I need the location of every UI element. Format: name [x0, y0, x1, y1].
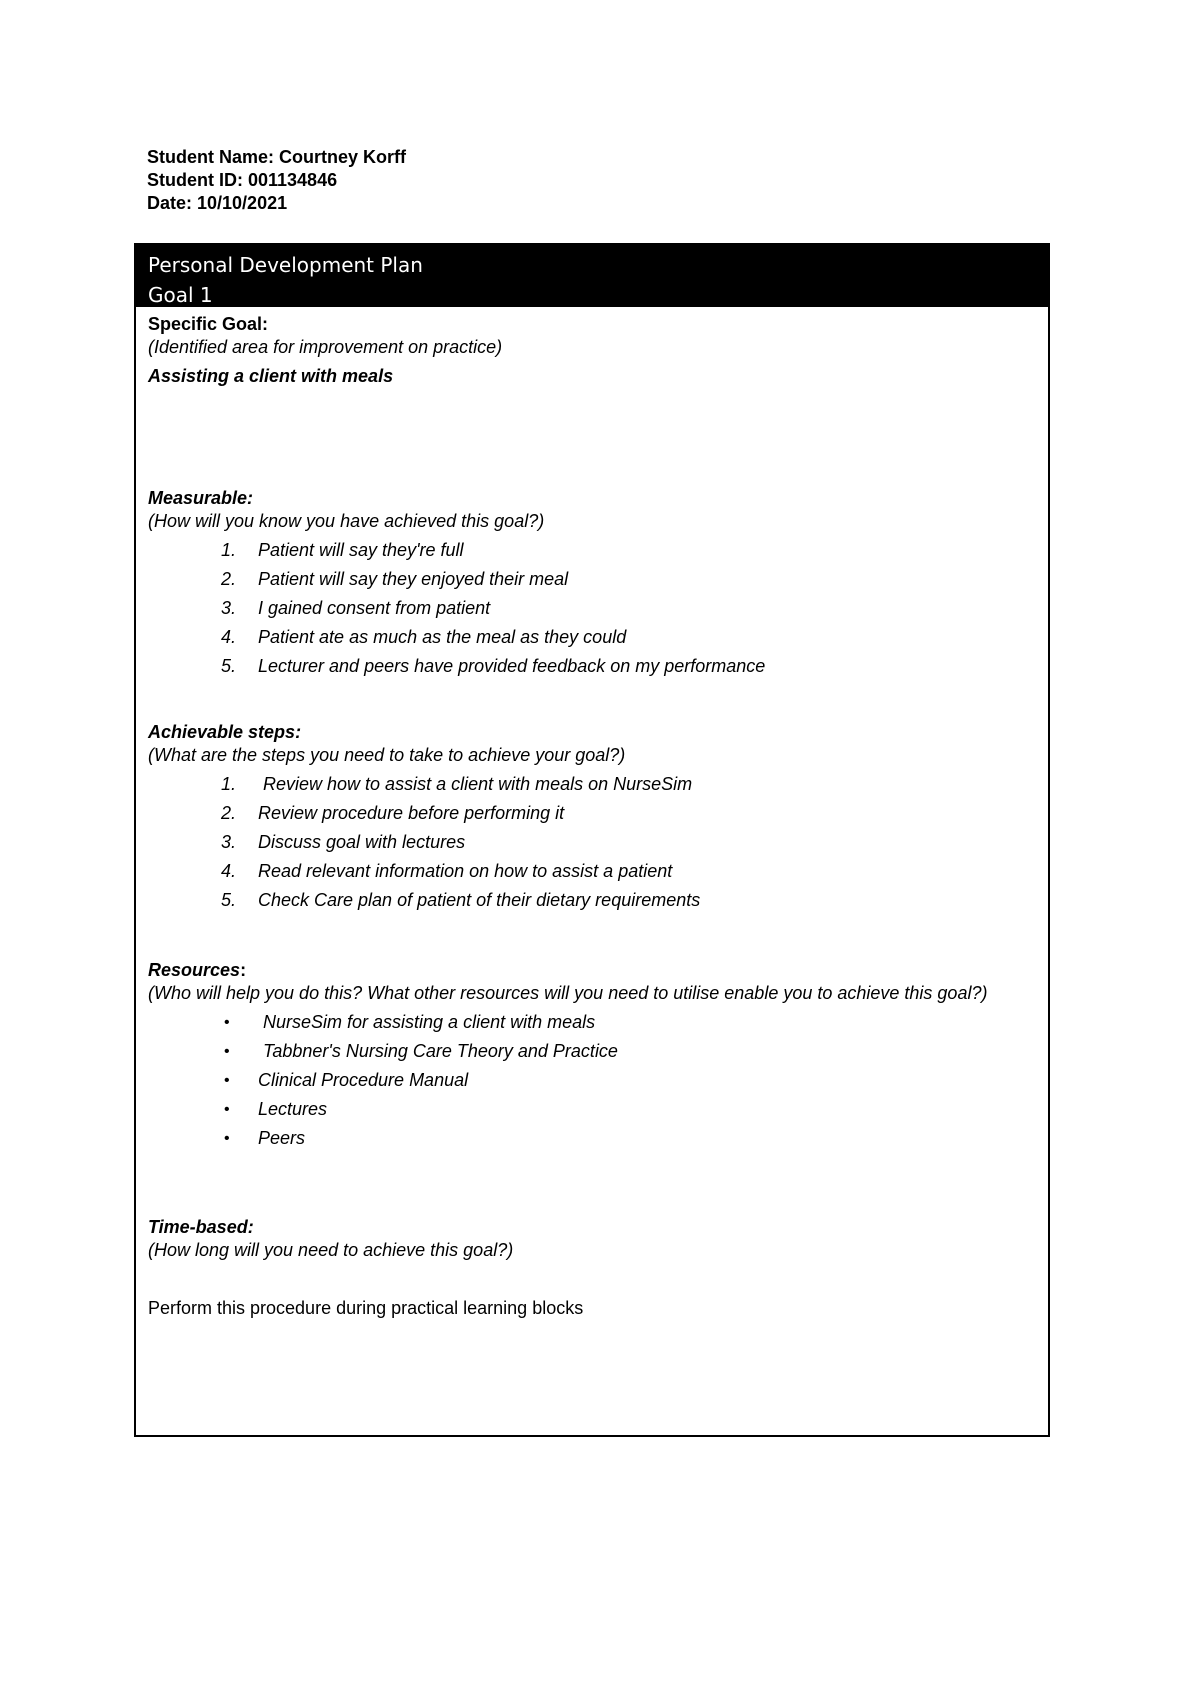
list-item: 1. Patient will say they're full [221, 540, 464, 560]
plan-box [134, 243, 1050, 1437]
bullet-icon: • [224, 1072, 230, 1089]
specific-goal-section [148, 313, 1036, 388]
bullet-icon: • [224, 1130, 230, 1147]
student-name: Student Name: Courtney Korff [147, 147, 407, 167]
measurable-title: Measurable: [148, 488, 254, 508]
time-based-answer: Perform this procedure during practical learning blocks [148, 1298, 584, 1318]
measurable-list [148, 539, 1036, 684]
plan-content [136, 307, 1048, 1318]
student-id: Student ID: 001134846 [147, 170, 338, 190]
list-item: 5. Lecturer and peers have provided feedback on my performance [221, 656, 766, 676]
list-item: • Lectures [224, 1099, 328, 1119]
list-item: 3. I gained consent from patient [221, 598, 491, 618]
specific-goal-answer: Assisting a client with meals [148, 366, 394, 386]
resources-list [148, 1011, 1036, 1156]
resources-hint: (Who will help you do this? What other resources will you need to utilise enable you to achieve this goal?) [148, 983, 988, 1003]
goal-label: Goal 1 [148, 283, 213, 307]
list-item: • Tabbner's Nursing Care Theory and Practice [224, 1041, 618, 1061]
list-item: • Clinical Procedure Manual [224, 1070, 469, 1090]
time-based-section [148, 1216, 1036, 1320]
resources-title: Resources: [148, 960, 247, 980]
list-item: 4. Read relevant information on how to assist a patient [221, 861, 673, 881]
list-item: 5. Check Care plan of patient of their dietary requirements [221, 890, 701, 910]
resources-section [148, 959, 1036, 1156]
list-item: 2. Patient will say they enjoyed their meal [221, 569, 569, 589]
measurable-hint: (How will you know you have achieved this goal?) [148, 511, 545, 531]
achievable-section [148, 721, 1036, 918]
achievable-title: Achievable steps: [148, 722, 302, 742]
specific-goal-hint: (Identified area for improvement on practice) [148, 337, 503, 357]
bullet-icon: • [224, 1101, 230, 1118]
list-item: • Peers [224, 1128, 306, 1148]
plan-title-bar [136, 245, 1048, 307]
achievable-list [148, 773, 1036, 918]
achievable-hint: (What are the steps you need to take to achieve your goal?) [148, 745, 626, 765]
list-item: 3. Discuss goal with lectures [221, 832, 466, 852]
plan-title: Personal Development Plan [148, 253, 423, 277]
time-based-title: Time-based: [148, 1217, 254, 1237]
time-based-hint: (How long will you need to achieve this goal?) [148, 1240, 514, 1260]
list-item: 1. Review how to assist a client with meals on NurseSim [221, 774, 693, 794]
bullet-icon: • [224, 1014, 230, 1031]
list-item: 4. Patient ate as much as the meal as they could [221, 627, 627, 647]
document-date: Date: 10/10/2021 [147, 193, 288, 213]
measurable-section [148, 487, 1036, 684]
student-header [147, 146, 406, 215]
bullet-icon: • [224, 1043, 230, 1060]
list-item: • NurseSim for assisting a client with meals [224, 1012, 596, 1032]
list-item: 2. Review procedure before performing it [221, 803, 565, 823]
specific-goal-title: Specific Goal: [148, 314, 269, 334]
